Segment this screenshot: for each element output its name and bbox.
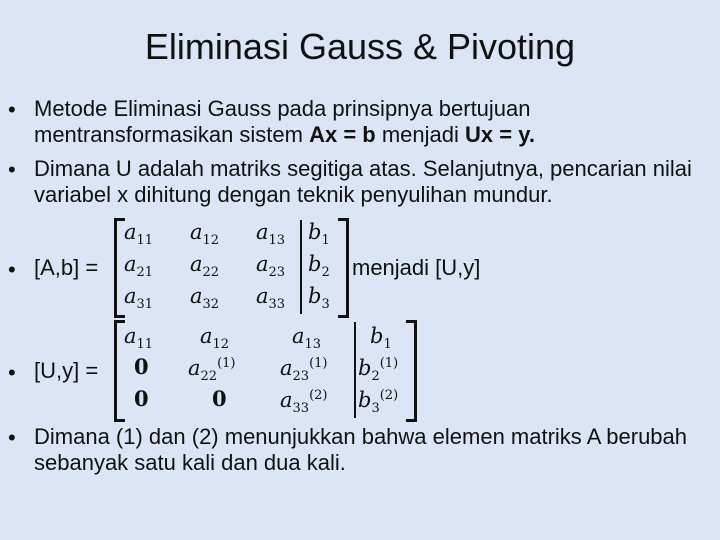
matrix-cell-zero: 0 (212, 386, 227, 411)
augmented-divider (354, 322, 356, 418)
matrix-ab-label: [A,b] = (34, 255, 99, 280)
matrix-right-bracket (406, 320, 417, 422)
matrix-cell: $b_1$ (308, 220, 330, 249)
matrix-right-bracket (338, 218, 349, 318)
matrix-cell: $a_{31}$ (124, 284, 154, 313)
matrix-ab (114, 218, 354, 318)
matrix-cell: $a_{23}^{(1)}$ (280, 356, 328, 385)
slide-title: Eliminasi Gauss & Pivoting (144, 26, 576, 67)
matrix-cell: $a_{13}$ (292, 324, 322, 353)
matrix-cell: $a_{33}^{(2)}$ (280, 388, 328, 417)
matrix-cell: $b_3$ (308, 284, 330, 313)
matrix-cell: $a_{11}$ (124, 324, 154, 353)
text-segment: menjadi (375, 122, 466, 147)
bullet-text-1 (34, 96, 714, 148)
matrix-cell: $b_1$ (370, 324, 392, 353)
bullet-dot: • (8, 97, 16, 122)
transform-text: menjadi [U,y] (352, 255, 481, 280)
matrix-cell: $b_3^{(2)}$ (358, 388, 399, 417)
matrix-cell: $a_{32}$ (190, 284, 220, 313)
matrix-cell: $a_{33}$ (256, 284, 286, 313)
bullet-text-5: Dimana (1) dan (2) menunjukkan bahwa elemen matriks A berubah sebanyak satu kali dan dua kali. (34, 424, 688, 475)
text-segment: Metode Eliminasi Gauss pada prinsipnya bertujuan mentransformasikan sistem (34, 96, 531, 147)
bullet-dot: • (8, 425, 16, 450)
matrix-cell-zero: 0 (134, 354, 149, 379)
matrix-cell: $a_{12}$ (190, 220, 220, 249)
matrix-uy-label: [U,y] = (34, 358, 99, 383)
bullet-text-2: Dimana U adalah matriks segitiga atas. Selanjutnya, pencarian nilai variabel x dihitung dengan teknik penyulihan mundur. (34, 156, 692, 207)
text-bold-ax: Ax = b (309, 122, 376, 147)
matrix-cell: $b_2$ (308, 252, 330, 281)
bullet-dot: • (8, 157, 16, 182)
matrix-cell-zero: 0 (134, 386, 149, 411)
matrix-cell: $a_{22}$ (190, 252, 220, 281)
bullet-dot: • (8, 257, 16, 282)
matrix-uy (114, 320, 424, 420)
matrix-cell: $b_2^{(1)}$ (358, 356, 399, 385)
matrix-cell: $a_{23}$ (256, 252, 286, 281)
text-bold-ux: Ux = y. (465, 122, 535, 147)
matrix-cell: $a_{12}$ (200, 324, 230, 353)
augmented-divider (300, 220, 302, 314)
matrix-cell: $a_{11}$ (124, 220, 154, 249)
matrix-cell: $a_{22}^{(1)}$ (188, 356, 236, 385)
matrix-cell: $a_{13}$ (256, 220, 286, 249)
matrix-cell: $a_{21}$ (124, 252, 154, 281)
bullet-dot: • (8, 360, 16, 385)
